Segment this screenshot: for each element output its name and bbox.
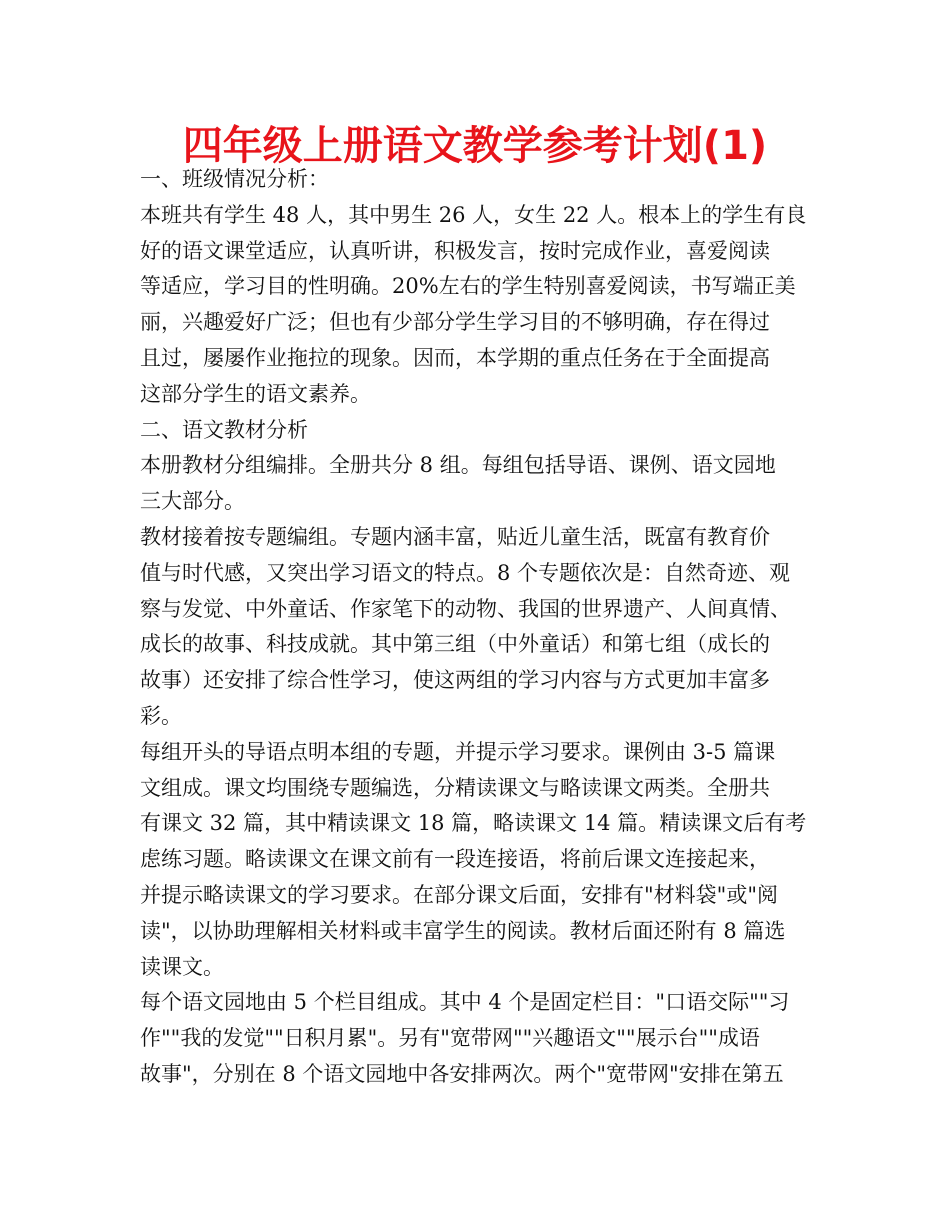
text-line: 察与发觉、中外童话、作家笔下的动物、我国的世界遗产、人间真情、 (140, 596, 791, 621)
text-line: 这部分学生的语文素养。 (140, 381, 371, 406)
text-line: 三大部分。 (140, 489, 245, 514)
text-line: 读"，以协助理解相关材料或丰富学生的阅读。教材后面还附有 8 篇选 (140, 918, 786, 943)
text-line: 本册教材分组编排。全册共分 8 组。每组包括导语、课例、语文园地 (140, 453, 776, 478)
text-line: 文组成。课文均围绕专题编选，分精读课文与略读课文两类。全册共 (140, 775, 770, 800)
text-line: 教材接着按专题编组。专题内涵丰富，贴近儿童生活，既富有教育价 (140, 524, 770, 549)
text-line: 读课文。 (140, 954, 224, 979)
text-line: 并提示略读课文的学习要求。在部分课文后面，安排有"材料袋"或"阅 (140, 882, 778, 907)
text-line: 本班共有学生 48 人，其中男生 26 人，女生 22 人。根本上的学生有良 (140, 202, 807, 227)
text-line: 等适应，学习目的性明确。20%左右的学生特别喜爱阅读，书写端正美 (140, 274, 796, 299)
text-line: 彩。 (140, 703, 182, 728)
text-line: 值与时代感，又突出学习语文的特点。8 个专题依次是：自然奇迹、观 (140, 560, 791, 585)
text-line: 故事"，分别在 8 个语文园地中各安排两次。两个"宽带网"安排在第五 (140, 1061, 784, 1086)
text-line: 好的语文课堂适应，认真听讲，积极发言，按时完成作业，喜爱阅读 (140, 238, 770, 263)
text-line: 每个语文园地由 5 个栏目组成。其中 4 个是固定栏目："口语交际""习 (140, 990, 790, 1015)
text-line: 故事）还安排了综合性学习，使这两组的学习内容与方式更加丰富多 (140, 668, 770, 693)
text-line: 有课文 32 篇，其中精读课文 18 篇，略读课文 14 篇。精读课文后有考 (140, 811, 807, 836)
document-title: 四年级上册语文教学参考计划(1) (182, 123, 768, 169)
text-line: 二、语文教材分析 (140, 417, 308, 442)
document-body (140, 162, 820, 1093)
text-line: 作""我的发觉""日积月累"。另有"宽带网""兴趣语文""展示台""成语 (140, 1026, 760, 1051)
text-line: 一、班级情况分析： (140, 167, 329, 191)
text-line: 丽，兴趣爱好广泛；但也有少部分学生学习目的不够明确，存在得过 (140, 310, 770, 335)
text-line: 每组开头的导语点明本组的专题，并提示学习要求。课例由 3-5 篇课 (140, 739, 776, 764)
text-line: 成长的故事、科技成就。其中第三组（中外童话）和第七组（成长的 (140, 632, 770, 657)
text-line: 虑练习题。略读课文在课文前有一段连接语，将前后课文连接起来， (140, 847, 770, 872)
text-line: 且过，屡屡作业拖拉的现象。因而，本学期的重点任务在于全面提高 (140, 345, 770, 370)
